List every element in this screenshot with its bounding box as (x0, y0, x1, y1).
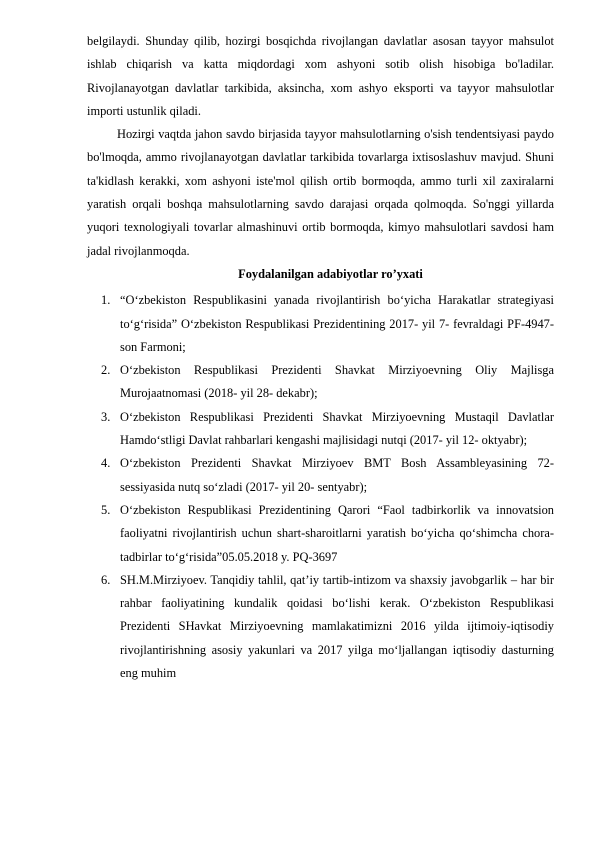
reference-number: 6. (101, 572, 111, 587)
reference-number: 2. (101, 363, 111, 378)
reference-item-4 (87, 452, 554, 499)
reference-text: O‘zbekiston Respublikasi Prezidenti Shavkat Mirziyoevning Oliy Majlisga Murojaatnomasi (2018- yil 28- dekabr); (120, 363, 554, 401)
reference-text: O‘zbekiston Respublikasi Prezidentining Qarori “Faol tadbirkorlik va innovatsion faoliyatni rivojlantirish uchun shart-sharoitlarni yaratish bo‘yicha qo‘shimcha chora-tadbirlar to‘g‘risida”05.05.2018 y. PQ-3697 (120, 502, 554, 564)
reference-text: O‘zbekiston Respublikasi Prezidenti Shavkat Mirziyoevning Mustaqil Davlatlar Hamdo‘stligi Davlat rahbarlari kengashi majlisidagi nutqi (2017- yil 12- oktyabr); (120, 409, 554, 448)
reference-number: 3. (101, 409, 111, 424)
document-page (87, 30, 554, 685)
reference-number: 5. (101, 502, 111, 517)
reference-text: O‘zbekiston Prezidenti Shavkat Mirziyoev BMT Bosh Assambleyasining 72-sessiyasida nutq so‘zladi (2017- yil 20- sentyabr); (120, 456, 554, 494)
reference-item-5 (87, 499, 554, 569)
paragraph-2: Hozirgi vaqtda jahon savdo birjasida tayyor mahsulotlarning o'sish tendentsiyasi paydo bo'lmoqda, ammo rivojlanayotgan davlatlar tarkibida tovarlarga ixtisoslashuv mavjud. Shuni ta'kidlash kerakki, xom ashyoni iste'mol qilish ortib bormoqda, ammo turli xil zaxiralarni yaratish orqali boshqa mahsulotlarning savdo darajasi orqada qolmoqda. So'nggi yillarda yuqori texnologiyali tovarlar almashinuvi ortib bormoqda, kimyo mahsulotlari savdosi ham jadal rivojlanmoqda. (87, 127, 554, 258)
reference-text: SH.M.Mirziyoev. Tanqidiy tahlil, qat’iy tartib-intizom va shaxsiy javobgarlik – har bir rahbar faoliyatining kundalik qoidasi bo‘lishi kerak. O‘zbekiston Respublikasi Prezidenti SHavkat Mirziyoevning mamlakatimizni 2016 yilda ijtimoiy-iqtisodiy rivojlantirishning asosiy yakunlari va 2017 yilga mo‘ljallangan iqtisodiy dasturning eng muhim (120, 572, 554, 681)
reference-item-6 (87, 569, 554, 685)
reference-item-1 (87, 289, 554, 359)
reference-item-3 (87, 406, 554, 453)
reference-text: “O‘zbekiston Respublikasini yanada rivojlantirish bo‘yicha Harakatlar strategiyasi to‘g‘risida” O‘zbekiston Respublikasi Prezidentining 2017- yil 7- fevraldagi PF-4947-son Farmoni; (120, 293, 554, 354)
paragraph-1: belgilaydi. Shunday qilib, hozirgi bosqichda rivojlangan davlatlar asosan tayyor mahsulot ishlab chiqarish va katta miqdordagi xom ashyoni sotib olish hisobiga bo'ladilar. Rivojlanayotgan davlatlar tarkibida, aksincha, xom ashyo eksporti va tayyor mahsulotlar importi ustunlik qiladi. (87, 34, 554, 118)
reference-item-2 (87, 359, 554, 406)
references-list (87, 289, 554, 685)
references-heading: Foydalanilgan adabiyotlar ro’yxati (238, 266, 423, 281)
reference-number: 1. (101, 293, 111, 308)
reference-number: 4. (101, 456, 111, 471)
